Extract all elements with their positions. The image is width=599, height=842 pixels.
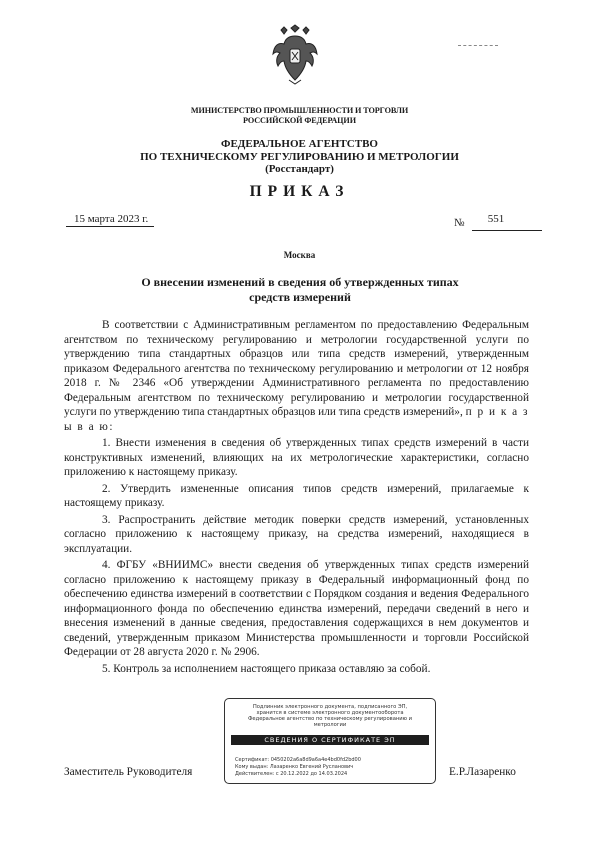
electronic-signature-stamp [224,698,436,784]
ministry-name-line1: МИНИСТЕРСТВО ПРОМЫШЛЕННОСТИ И ТОРГОВЛИ [190,106,409,115]
order-subject [100,275,500,304]
subject-line1: О внесении изменений в сведения об утвержденных типах [141,275,459,289]
stamp-owner: Кому выдан: Лазаренко Евгений Русланович [235,764,354,770]
number-sign: № [454,217,465,229]
number-underline [472,230,542,231]
order-item: 5. Контроль за исполнением настоящего приказа оставляю за собой. [102,662,431,675]
scan-mark [458,45,498,46]
ministry-name [0,106,599,126]
agency-name-line2: ПО ТЕХНИЧЕСКОМУ РЕГУЛИРОВАНИЮ И МЕТРОЛОГИИ [140,150,459,163]
stamp-validity: Действителен: с 20.12.2022 до 14.03.2024 [235,771,348,777]
stamp-certificate: Сертификат: 0450202a6a8d9a6a4e4bd0fd2bd00 [235,757,361,763]
date-underline [66,226,154,227]
stamp-line3: Федеральное агентство по техническому регулированию и [247,716,413,722]
agency-name-line1: ФЕДЕРАЛЬНОЕ АГЕНТСТВО [221,138,378,150]
document-type-title: ПРИКАЗ [249,183,350,200]
preamble-text: В соответствии с Административным регламентом по предоставлению Федеральным агентством по техническому регулированию и метрологии государственной услуги по утверждению типа стандартных образцов или типа средств измерений, утвержденным приказом Федерального агентства по техническому регулированию и метрологии от 12 ноября 2018 г. № 2346 «Об утверждении Административного регламента по предоставлению Федеральным агентством по техническому регулированию и метрологии государственной услуги по утверждению типа стандартных образцов или типа средств измерений», [64,319,529,418]
stamp-line4: метрологии [313,722,347,728]
order-item: 3. Распространить действие методик поверки средств измерений, установленных согласно приложению к настоящему приказу, на средства измерений, находящиеся в эксплуатации. [64,513,529,555]
city: Москва [283,250,316,260]
signatory-position: Заместитель Руководителя [64,766,193,778]
order-item: 2. Утвердить измененные описания типов средств измерений, прилагаемые к настоящему приказу. [64,482,529,509]
order-item: 4. ФГБУ «ВНИИМС» внести сведения об утвержденных типах средств измерений согласно приложению к настоящему приказу в Федеральный информационный фонд по обеспечению единства измерений в соответствии с Порядком создания и ведения Федерального информационного фонда по обеспечению единства измерений, передачи сведений в него и внесения изменений в данные сведения, предоставления содержащихся в нем документов и сведений, утвержденным приказом Министерства промышленности и торговли Российской Федерации от 28 августа 2020 г. № 2906. [64,559,529,658]
order-word: п р и к а з ы в а ю: [64,406,529,433]
stamp-line2: хранится в системе электронного документооборота [256,710,404,716]
order-item: 1. Внести изменения в сведения об утвержденных типах средств измерений в части конструктивных изменений, влияющих на их метрологические характеристики, согласно приложению к настоящему приказу. [64,437,529,478]
signatory-name: Е.Р.Лазаренко [449,766,516,778]
agency-name [0,138,599,176]
order-date: 15 марта 2023 г. [74,213,149,225]
order-body [64,318,529,678]
stamp-certificate-band: СВЕДЕНИЯ О СЕРТИФИКАТЕ ЭП [231,735,429,745]
ministry-name-line2: РОССИЙСКОЙ ФЕДЕРАЦИИ [243,116,356,125]
stamp-line1: Подлинник электронного документа, подписанного ЭП, [252,704,408,710]
preamble-paragraph [64,318,529,434]
agency-name-short: (Росстандарт) [265,163,334,176]
subject-line2: средств измерений [249,289,351,304]
coat-of-arms-emblem [270,24,320,86]
order-number: 551 [487,213,505,225]
